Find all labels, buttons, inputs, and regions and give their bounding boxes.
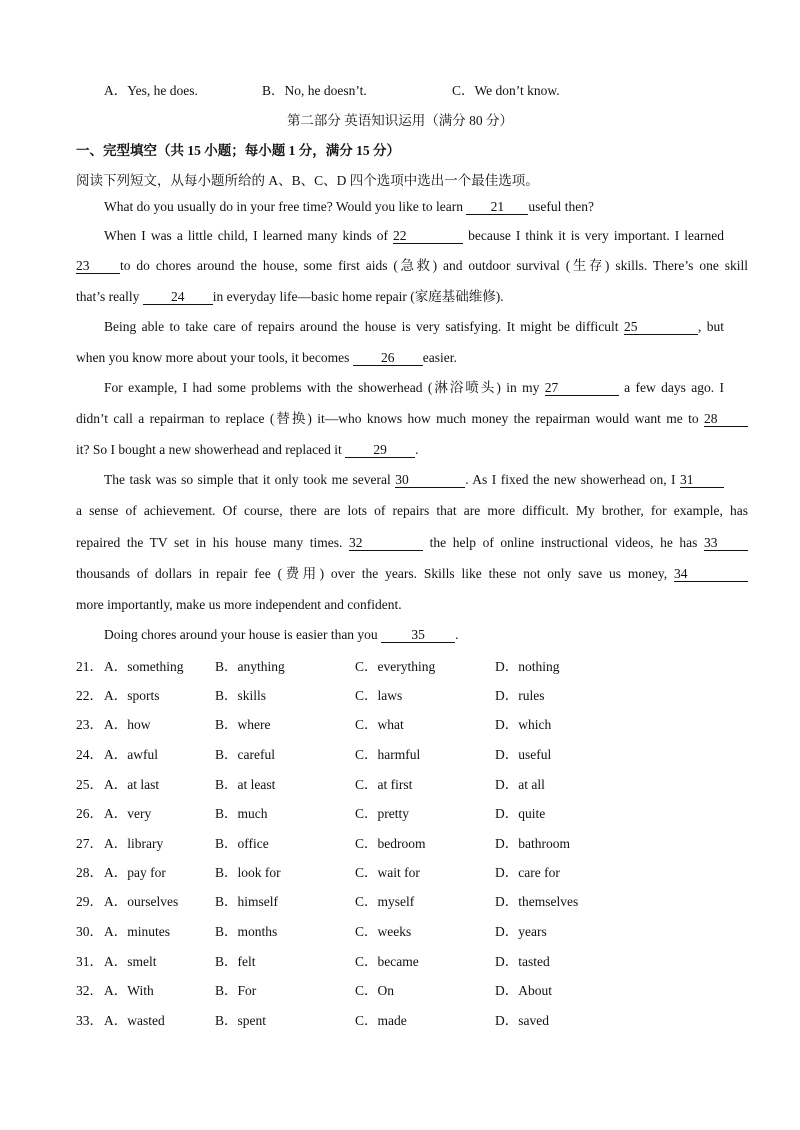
option-c: C．myself <box>355 894 415 909</box>
option-c: C．harmful <box>355 747 421 762</box>
option-c: C．made <box>355 1013 407 1028</box>
question-row <box>76 684 776 702</box>
option-b: B．felt <box>215 954 256 969</box>
option-d: D．years <box>495 924 547 939</box>
question-number: 22． <box>76 688 103 703</box>
question-row <box>76 832 776 850</box>
option-b: B．much <box>215 806 268 821</box>
question-row <box>76 920 776 938</box>
option-a: A．something <box>104 659 184 674</box>
option-c: C．pretty <box>355 806 409 821</box>
option-a: A．awful <box>104 747 158 762</box>
question-row <box>76 1009 776 1027</box>
question-number: 21． <box>76 659 103 674</box>
option-c: C．everything <box>355 659 436 674</box>
option-a: A．smelt <box>104 954 157 969</box>
passage-line: that’s really 24 in everyday life—basic home repair (家庭基础维修). <box>76 289 504 304</box>
passage-line: The task was so simple that it only took me several 30 . As I fixed the new showerhead on, I 31 <box>104 471 724 489</box>
passage-line: Being able to take care of repairs around the house is very satisfying. It might be difficult 25 , but <box>104 319 724 334</box>
option-b: B．careful <box>215 747 275 762</box>
blank-23: 23 <box>76 258 120 274</box>
blank-28: 28 <box>704 411 748 427</box>
previous-option-c: C．We don’t know. <box>452 83 560 98</box>
question-row <box>76 655 776 673</box>
option-d: D．About <box>495 983 552 998</box>
option-b: B．skills <box>215 688 267 703</box>
passage-line: repaired the TV set in his house many times. 32 the help of online instructional videos, he has 33 <box>76 534 748 552</box>
blank-26: 26 <box>353 350 423 366</box>
option-b: B．himself <box>215 894 278 909</box>
passage-line: a sense of achievement. Of course, there are lots of repairs that are more difficult. My brother, for example, has <box>76 503 748 518</box>
option-b: B．months <box>215 924 278 939</box>
question-number: 27． <box>76 836 103 851</box>
question-row <box>76 890 776 908</box>
blank-34: 34 <box>674 566 748 582</box>
passage-line: thousands of dollars in repair fee (费用) over the years. Skills like these not only save us money, 34 <box>76 565 748 583</box>
previous-option-b: B．No, he doesn’t. <box>262 83 367 98</box>
blank-25: 25 <box>624 319 698 335</box>
question-row <box>76 713 776 731</box>
question-number: 23． <box>76 717 103 732</box>
blank-32: 32 <box>349 535 423 551</box>
passage-line: when you know more about your tools, it becomes 26 easier. <box>76 350 457 365</box>
option-a: A．library <box>104 836 164 851</box>
option-d: D．useful <box>495 747 552 762</box>
option-a: A．ourselves <box>104 894 179 909</box>
option-a: A．how <box>104 717 151 732</box>
option-a: A．pay for <box>104 865 166 880</box>
question-row <box>76 950 776 968</box>
option-d: D．themselves <box>495 894 579 909</box>
option-b: B．where <box>215 717 271 732</box>
blank-22: 22 <box>393 228 463 244</box>
option-d: D．saved <box>495 1013 549 1028</box>
option-d: D．bathroom <box>495 836 570 851</box>
option-d: D．rules <box>495 688 545 703</box>
question-number: 33． <box>76 1013 103 1028</box>
option-c: C．wait for <box>355 865 420 880</box>
option-c: C．On <box>355 983 395 998</box>
question-number: 28． <box>76 865 103 880</box>
option-c: C．at first <box>355 777 413 792</box>
option-a: A．very <box>104 806 152 821</box>
option-a: A．at last <box>104 777 160 792</box>
option-a: A．With <box>104 983 154 998</box>
passage-line: For example, I had some problems with the showerhead (淋浴喷头) in my 27 a few days ago. I <box>104 380 725 395</box>
option-d: D．care for <box>495 865 560 880</box>
option-c: C．laws <box>355 688 403 703</box>
passage-line: What do you usually do in your free time? Would you like to learn 21 useful then? <box>104 199 594 214</box>
question-number: 24． <box>76 747 103 762</box>
option-b: B．anything <box>215 659 285 674</box>
passage-line: more importantly, make us more independent and confident. <box>76 597 402 612</box>
passage-line: Doing chores around your house is easier than you 35 . <box>104 627 459 642</box>
option-d: D．quite <box>495 806 546 821</box>
blank-33: 33 <box>704 535 748 551</box>
part-heading: 一、完型填空（共 15 小题；每小题 1 分，满分 15 分） <box>76 143 400 158</box>
option-b: B．at least <box>215 777 276 792</box>
option-d: D．nothing <box>495 659 560 674</box>
question-number: 25． <box>76 777 103 792</box>
passage-line: 23 to do chores around the house, some first aids (急救) and outdoor survival (生存) skills. There’s one skill <box>76 258 748 273</box>
instruction-text: 阅读下列短文，从每小题所给的 A、B、C、D 四个选项中选出一个最佳选项。 <box>76 173 539 188</box>
option-c: C．weeks <box>355 924 412 939</box>
option-a: A．minutes <box>104 924 170 939</box>
passage-line: it? So I bought a new showerhead and replaced it 29 . <box>76 442 419 457</box>
option-b: B．For <box>215 983 257 998</box>
question-number: 32． <box>76 983 103 998</box>
previous-option-a: A．Yes, he does. <box>104 83 198 98</box>
blank-24: 24 <box>143 289 213 305</box>
question-row <box>76 743 776 761</box>
question-number: 31． <box>76 954 103 969</box>
option-a: A．sports <box>104 688 160 703</box>
question-row <box>76 802 776 820</box>
question-row <box>76 773 776 791</box>
question-row <box>76 861 776 879</box>
blank-27: 27 <box>545 380 619 396</box>
option-d: D．which <box>495 717 552 732</box>
option-c: C．bedroom <box>355 836 426 851</box>
option-d: D．tasted <box>495 954 550 969</box>
passage-line: didn’t call a repairman to replace (替换) it—who knows how much money the repairman would want me to 28 <box>76 410 748 428</box>
option-c: C．became <box>355 954 419 969</box>
option-b: B．look for <box>215 865 281 880</box>
question-number: 30． <box>76 924 103 939</box>
blank-31: 31 <box>680 472 724 488</box>
option-c: C．what <box>355 717 404 732</box>
option-b: B．office <box>215 836 269 851</box>
section-title: 第二部分 英语知识运用（满分 80 分） <box>286 113 514 128</box>
blank-30: 30 <box>395 472 465 488</box>
option-d: D．at all <box>495 777 545 792</box>
option-a: A．wasted <box>104 1013 165 1028</box>
question-number: 29． <box>76 894 103 909</box>
question-row <box>76 979 776 997</box>
passage-line: When I was a little child, I learned many kinds of 22 because I think it is very important. I learned <box>104 228 725 243</box>
blank-21: 21 <box>466 199 528 215</box>
blank-29: 29 <box>345 442 415 458</box>
question-number: 26． <box>76 806 103 821</box>
option-b: B．spent <box>215 1013 267 1028</box>
blank-35: 35 <box>381 627 455 643</box>
